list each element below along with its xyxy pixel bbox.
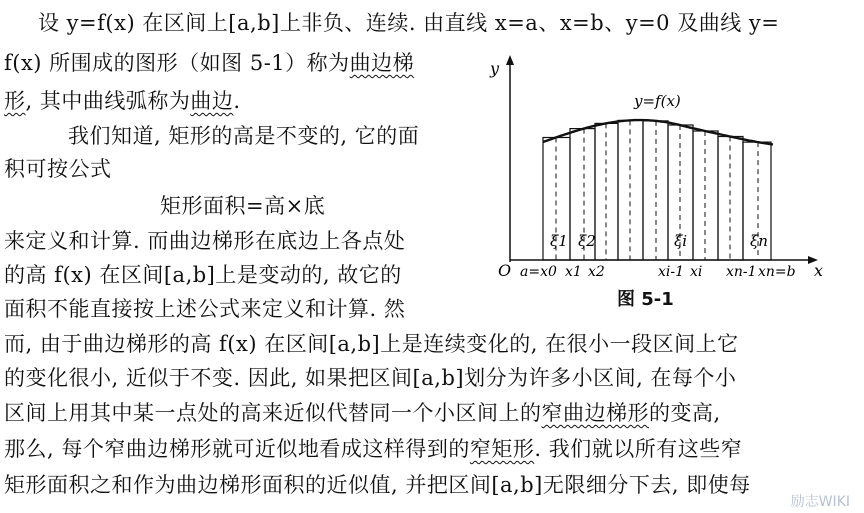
text-line-12-end: 的变高, — [649, 401, 721, 425]
x-axis-label: x — [814, 261, 824, 280]
figure-5-1 — [488, 50, 828, 315]
xi-label-1: ξ1 — [550, 232, 568, 250]
x-label-xn-1: xn-1 — [726, 264, 757, 280]
x-label-xi: xi — [690, 264, 703, 280]
text-line-2 — [4, 50, 414, 77]
xi-label-i: ξi — [674, 232, 688, 250]
curve-label: y=f(x) — [634, 92, 681, 110]
text-line-3 — [4, 88, 241, 115]
text-line-13-start: 那么, 每个窄曲边梯形就可近似地看成这样得到的 — [4, 437, 470, 461]
text-line-12-start: 区间上用其中某一点处的高来近似代替同一个小区间上的 — [4, 401, 542, 425]
xi-label-2: ξ2 — [578, 232, 596, 250]
origin-label: O — [498, 261, 512, 280]
y-axis-label: y — [490, 59, 500, 78]
text-line-3-end: . — [233, 89, 241, 113]
y-axis-arrow — [506, 55, 514, 65]
text-line-8: 的高 f(x) 在区间[a,b]上是变动的, 故它的 — [4, 263, 402, 287]
formula: 矩形面积=高×底 — [160, 194, 326, 218]
curve-f — [543, 120, 773, 144]
watermark: 励志WIKI — [790, 494, 850, 510]
text-line-14: 矩形面积之和作为曲边梯形面积的近似值, 并把区间[a,b]无限细分下去, 即使每 — [4, 473, 751, 497]
x-label-xi-1: xi-1 — [658, 264, 685, 280]
term-qubian-tixing-end: 形 — [4, 89, 26, 113]
x-label-x2: x2 — [588, 264, 605, 280]
text-line-3-mid: , 其中曲线弧称为 — [25, 89, 191, 113]
x-label-a-x0: a=x0 — [520, 264, 557, 280]
figure-caption: 图 5-1 — [617, 289, 674, 310]
x-label-x1: x1 — [565, 264, 582, 280]
text-line-11: 的变化很小, 近似于不变. 因此, 如果把区间[a,b]划分为许多小区间, 在每个小 — [4, 366, 737, 390]
term-zhai-juxing: 窄矩形 — [469, 437, 535, 461]
text-line-7: 来定义和计算. 而曲边梯形在底边上各点处 — [4, 229, 406, 253]
term-qubian: 曲边 — [190, 89, 234, 113]
text-line-10: 而, 由于曲边梯形的高 f(x) 在区间[a,b]上是连续变化的, 在很小一段区间上它 — [4, 332, 739, 356]
text-line-4: 我们知道, 矩形的高是不变的, 它的面 — [68, 124, 420, 148]
text-line-1: 设 y=f(x) 在区间上[a,b]上非负、连续. 由直线 x=a、x=b、y=0 及曲线 y= — [38, 11, 780, 35]
text-line-9: 面积不能直接按上述公式来定义和计算. 然 — [4, 297, 406, 321]
riemann-sum-diagram — [488, 50, 828, 285]
x-label-xn-b: xn=b — [758, 264, 796, 280]
text-line-5: 积可按公式 — [4, 157, 112, 181]
text-line-2-start: f(x) 所围成的图形（如图 5-1）称为 — [4, 51, 350, 75]
term-qubian-tixing: 曲边梯 — [349, 51, 415, 75]
text-line-13-end: . 我们就以所有这些窄 — [534, 437, 743, 461]
term-zhai-qubian-tixing: 窄曲边梯形 — [541, 401, 649, 425]
xi-label-n: ξn — [750, 232, 768, 250]
text-line-13 — [4, 436, 742, 463]
text-line-12 — [4, 400, 721, 427]
